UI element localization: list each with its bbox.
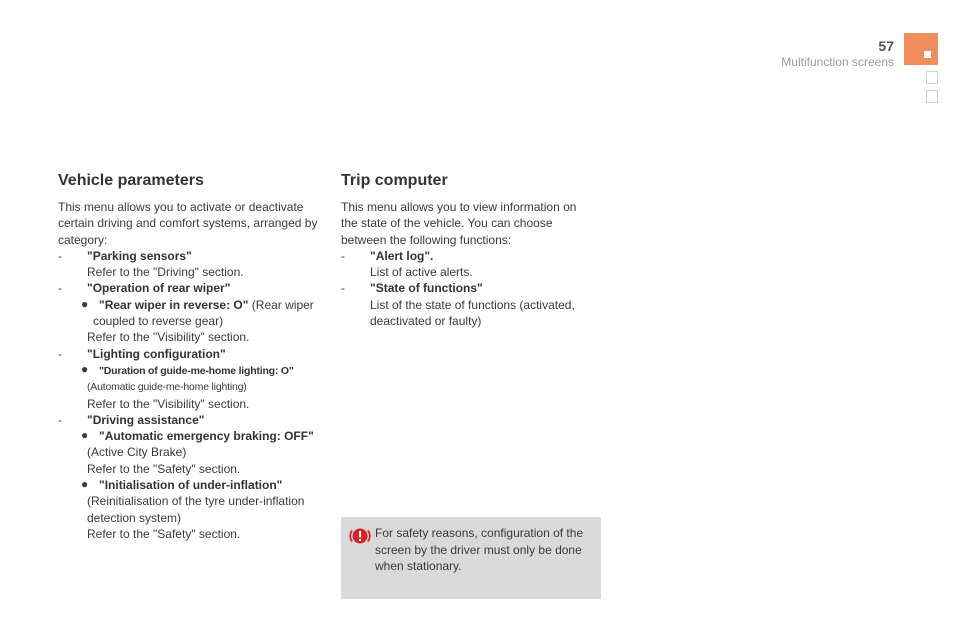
- dash-marker: -: [58, 281, 62, 296]
- under-inflation-desc: (Reinitialisation of the tyre under-inflation detection system): [87, 494, 305, 525]
- vehicle-parameters-heading: Vehicle parameters: [58, 172, 204, 189]
- alert-log-label: "Alert log".: [370, 248, 434, 263]
- sub-list-item: [81, 477, 328, 493]
- rear-wiper-note: Refer to the "Visibility" section.: [87, 330, 250, 345]
- guide-me-home-desc: (Automatic guide-me-home lighting): [87, 381, 247, 394]
- chapter-tab: [926, 71, 938, 84]
- sub-list-item: [81, 428, 328, 444]
- bullet-marker: ●: [81, 477, 89, 492]
- driving-assistance-label: "Driving assistance": [87, 412, 205, 427]
- trip-computer-section: [341, 172, 591, 329]
- vehicle-parameters-section: [58, 172, 328, 542]
- dash-marker: -: [58, 412, 62, 427]
- list-item: [58, 412, 328, 542]
- bullet-marker: ●: [81, 361, 89, 376]
- section-title: Multifunction screens: [781, 55, 894, 69]
- under-inflation-note: Refer to the "Safety" section.: [87, 526, 241, 541]
- page-number: 57: [878, 38, 894, 54]
- dash-marker: -: [58, 248, 62, 263]
- parking-sensors-label: "Parking sensors": [87, 248, 192, 263]
- vehicle-parameters-intro: This menu allows you to activate or deactivate certain driving and comfort systems, arranged by category:: [58, 200, 318, 247]
- dash-marker: -: [58, 346, 62, 361]
- chapter-tab: [926, 90, 938, 103]
- emergency-braking-desc: (Active City Brake): [87, 445, 187, 460]
- bullet-marker: ●: [81, 296, 89, 311]
- alert-log-desc: List of active alerts.: [370, 265, 473, 280]
- state-of-functions-desc: List of the state of functions (activated, deactivated or faulty): [370, 297, 575, 329]
- trip-computer-heading: Trip computer: [341, 172, 448, 189]
- sub-list-item: [81, 296, 328, 330]
- trip-computer-intro: This menu allows you to view information on the state of the vehicle. You can choose between the following functions:: [341, 200, 577, 247]
- list-item: [341, 280, 591, 329]
- lighting-config-label: "Lighting configuration": [87, 346, 226, 361]
- chapter-tab-active: [904, 33, 938, 65]
- list-item: [58, 248, 328, 281]
- list-item: [58, 346, 328, 412]
- safety-note-box: [341, 517, 601, 599]
- sub-list-item: [81, 361, 328, 379]
- dash-marker: -: [341, 248, 345, 263]
- rear-wiper-label: "Operation of rear wiper": [87, 281, 231, 296]
- emergency-braking-label: "Automatic emergency braking: OFF": [99, 429, 314, 444]
- list-item: [341, 248, 591, 281]
- rear-wiper-reverse-desc: (Rear wiper coupled to reverse gear): [93, 297, 314, 329]
- emergency-braking-note: Refer to the "Safety" section.: [87, 461, 241, 476]
- safety-note-text: For safety reasons, configuration of the screen by the driver must only be done when stationary.: [375, 526, 584, 573]
- tab-marker: [924, 51, 931, 58]
- dash-marker: -: [341, 281, 345, 296]
- warning-exclamation-icon: [349, 528, 371, 544]
- list-item: [58, 280, 328, 345]
- guide-me-home-label: "Duration of guide-me-home lighting: O": [99, 364, 294, 377]
- under-inflation-label: "Initialisation of under-inflation": [99, 478, 283, 493]
- state-of-functions-label: "State of functions": [370, 281, 483, 296]
- parking-sensors-note: Refer to the "Driving" section.: [87, 265, 244, 280]
- rear-wiper-reverse-label: "Rear wiper in reverse: O": [99, 297, 249, 312]
- bullet-marker: ●: [81, 428, 89, 443]
- lighting-note: Refer to the "Visibility" section.: [87, 396, 250, 411]
